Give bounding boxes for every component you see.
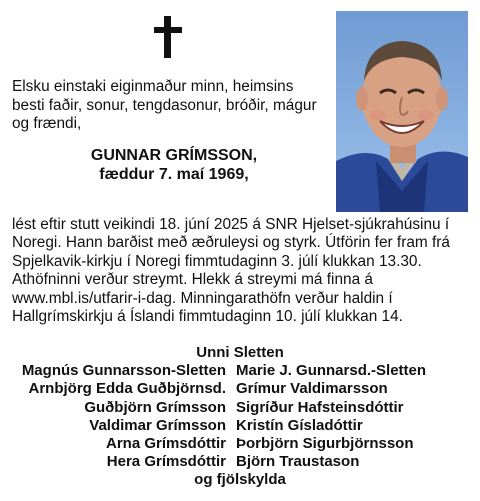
signature-left: Hera Grímsdóttir (106, 453, 226, 471)
deceased-name: GUNNAR GRÍMSSON, (90, 147, 258, 164)
signature-left: Guðbjörn Grímsson (84, 398, 226, 416)
signature-row (0, 399, 480, 417)
signatures (0, 344, 480, 490)
signature-right: Grímur Valdimarsson (236, 380, 388, 398)
intro-paragraph: Elsku einstaki eiginmaður minn, heimsins besti faðir, sonur, tengdasonur, bróðir, mágur og frændi, (12, 78, 317, 132)
cross-icon (154, 16, 182, 58)
signature-right: Sigríður Hafsteinsdóttir (236, 398, 404, 416)
intro-text (12, 78, 330, 134)
signature-left: Magnús Gunnarsson-Sletten (21, 362, 226, 380)
deceased-name-block (0, 146, 336, 184)
signature-row (0, 453, 480, 471)
signature-lead: Unni Sletten (196, 344, 284, 361)
signature-row (0, 417, 480, 435)
signature-closing: og fjölskylda (194, 471, 286, 489)
signature-row (0, 435, 480, 453)
signature-right: Marie J. Gunnarsd.-Sletten (236, 362, 427, 380)
signature-right: Þorbjörn Sigurbjörnsson (236, 435, 414, 453)
signature-left: Arnbjörg Edda Guðbjörnsd. (28, 380, 226, 398)
signature-right: Björn Traustason (236, 453, 360, 471)
announcement-paragraph: lést eftir stutt veikindi 18. júní 2025 á SNR Hjelset-sjúkrahúsinu í Noregi. Hann barðist með æðruleysi og styrk. Útförin fer fram frá Spjelkavik-kirkju í Noregi fimmtudaginn 3. júlí klukkan 13.30. Athöfninni verður streymt. Hlekk á streymi má finna á www.mbl.is/utfarir-i-dag. Minningarathöfn verður haldin í Hallgrímskirkju á Íslandi fimmtudaginn 10. júlí klukkan 14. (12, 216, 450, 326)
signature-left: Arna Grímsdóttir (105, 435, 226, 453)
signature-left: Valdimar Grímsson (89, 416, 226, 434)
signature-row (0, 380, 480, 398)
signature-row (0, 362, 480, 380)
portrait-photo (336, 11, 468, 212)
signature-right: Kristín Gísladóttir (236, 416, 363, 434)
birth-date: fæddur 7. maí 1969, (99, 166, 249, 183)
announcement-body (12, 216, 470, 326)
